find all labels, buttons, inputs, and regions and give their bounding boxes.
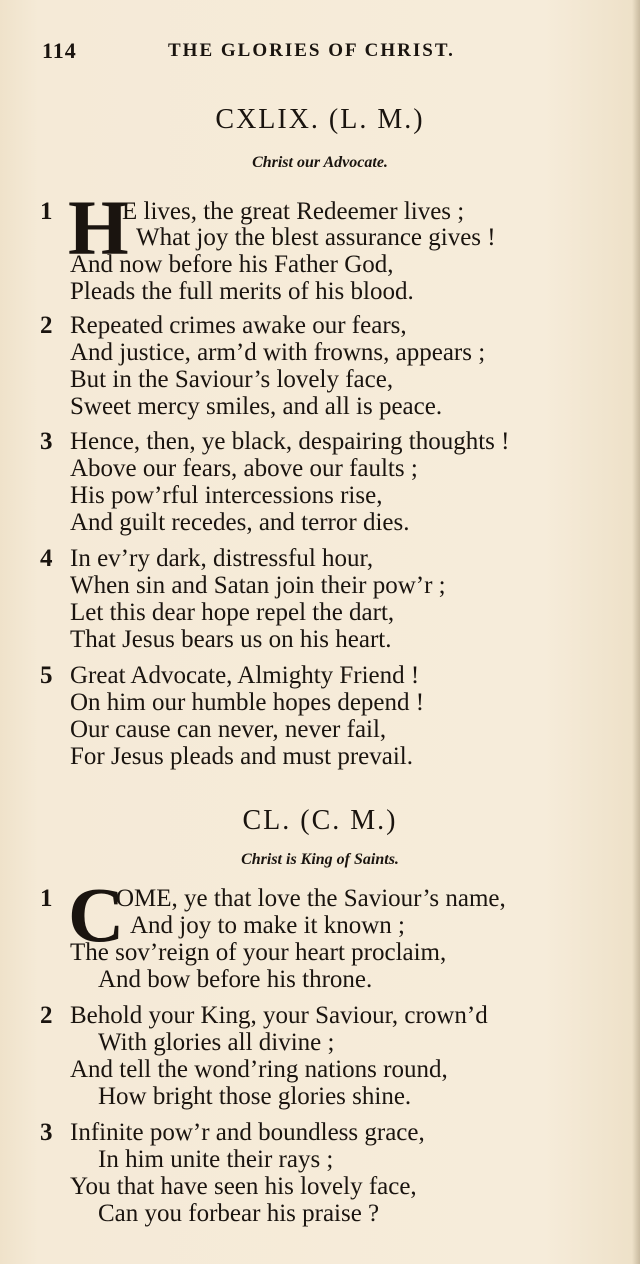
verse-line: Sweet mercy smiles, and all is peace. [70, 393, 443, 420]
hymn-number: CL. (C. M.) [242, 805, 398, 836]
verse-line: When sin and Satan join their pow’r ; [70, 572, 446, 599]
verse-line: The sov’reign of your heart proclaim, [70, 939, 447, 966]
stanza-number: 3 [40, 1119, 53, 1146]
verse-line: But in the Saviour’s lovely face, [70, 366, 394, 393]
verse-line: For Jesus pleads and must prevail. [70, 743, 414, 770]
hymn-subtitle: Christ is King of Saints. [241, 851, 399, 868]
stanza-number: 2 [40, 312, 53, 339]
verse-line: And tell the wond’ring nations round, [70, 1056, 448, 1083]
verse-line: And now before his Father God, [70, 251, 394, 278]
verse-line: Behold your King, your Saviour, crown’d [70, 1002, 488, 1029]
verse-line: In him unite their rays ; [98, 1146, 334, 1173]
verse-line: And joy to make it known ; [130, 912, 405, 939]
verse-line: Our cause can never, never fail, [70, 716, 387, 743]
verse-line: With glories all divine ; [98, 1029, 335, 1056]
stanza-number: 2 [40, 1002, 53, 1029]
verse-line: Above our fears, above our faults ; [70, 455, 418, 482]
verse-line: What joy the blest assurance gives ! [136, 224, 496, 251]
stanza-number: 3 [40, 428, 53, 455]
verse-line: His pow’rful intercessions rise, [70, 482, 383, 509]
verse-line: That Jesus bears us on his heart. [70, 626, 392, 653]
stanza-number: 4 [40, 545, 53, 572]
verse-line: On him our humble hopes depend ! [70, 689, 425, 716]
verse-line: E lives, the great Redeemer lives ; [122, 198, 465, 225]
drop-cap: H [68, 184, 129, 271]
page-number: 114 [42, 38, 77, 63]
running-title: THE GLORIES OF CHRIST. [168, 40, 455, 61]
stanza-number: 5 [40, 662, 53, 689]
stanza-number: 1 [40, 198, 53, 225]
verse-line: Great Advocate, Almighty Friend ! [70, 662, 420, 689]
hymn-subtitle: Christ our Advocate. [252, 154, 388, 171]
verse-line: How bright those glories shine. [98, 1083, 412, 1110]
verse-line: And bow before his throne. [98, 966, 373, 993]
verse-line: And guilt recedes, and terror dies. [70, 509, 410, 536]
verse-line: Let this dear hope repel the dart, [70, 599, 395, 626]
hymn-number: CXLIX. (L. M.) [215, 104, 425, 135]
stanza-number: 1 [40, 885, 53, 912]
verse-line: And justice, arm’d with frowns, appears ; [70, 339, 486, 366]
verse-line: Pleads the full merits of his blood. [70, 278, 414, 305]
verse-line: Can you forbear his praise ? [98, 1200, 380, 1227]
verse-line: Hence, then, ye black, despairing thoughts ! [70, 428, 510, 455]
verse-line: In ev’ry dark, distressful hour, [70, 545, 374, 572]
verse-line: You that have seen his lovely face, [70, 1173, 417, 1200]
verse-line: Infinite pow’r and boundless grace, [70, 1119, 425, 1146]
verse-line: OME, ye that love the Saviour’s name, [116, 885, 506, 912]
verse-line: Repeated crimes awake our fears, [70, 312, 407, 339]
running-head [42, 38, 502, 74]
drop-cap: C [68, 871, 125, 958]
page-edge-shadow [632, 0, 640, 1264]
